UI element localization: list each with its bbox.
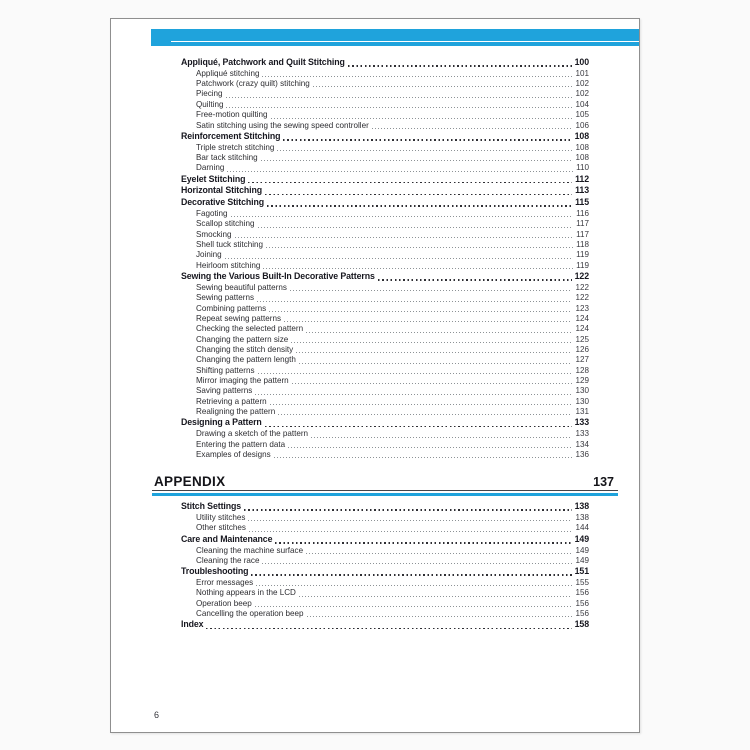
dot-leader [266,247,573,248]
toc-entry [181,304,589,314]
toc-entry-page: 125 [575,334,589,344]
toc-entry-page: 149 [575,545,589,555]
dot-leader [261,160,573,161]
toc-entry-label: Joining [196,250,222,260]
toc-entry-label: Care and Maintenance [181,533,273,544]
toc-entry-label: Cancelling the operation beep [196,609,304,619]
part-page-number: 137 [593,475,614,490]
toc-entry [181,513,589,523]
toc-entry-page: 133 [574,417,589,428]
toc-entry-label: Combining patterns [196,303,267,313]
toc-entry [181,209,589,219]
toc-entry-page: 131 [575,407,589,417]
toc-entry [181,250,589,260]
toc-entry [181,366,589,376]
manual-page [110,18,640,733]
dot-leader [255,606,573,607]
page-footer [154,710,159,720]
dot-leader [231,216,574,217]
toc-entry-page: 115 [575,197,589,208]
toc-entry-page: 106 [575,120,589,130]
dot-leader [256,585,572,586]
dot-leader [251,574,571,576]
toc-entry-page: 130 [575,396,589,406]
toc-entry-page: 158 [574,619,589,630]
toc-entry-label: Free-motion quilting [196,110,268,120]
part-title: APPENDIX [154,474,226,490]
toc-entry-label: Satin stitching using the sewing speed controller [196,120,369,130]
toc-entry-label: Utility stitches [196,513,246,523]
dot-leader [225,258,573,259]
toc-entry-page: 101 [575,68,589,78]
toc-entry-page: 112 [575,173,589,184]
part-rule-accent [152,493,618,496]
dot-leader [290,290,573,291]
toc-entry [181,89,589,99]
toc-entry-page: 108 [575,142,589,152]
toc-entry-label: Smocking [196,229,232,239]
toc-entry-page: 129 [575,376,589,386]
toc-entry-label: Shell tuck stitching [196,240,264,250]
toc-entry-label: Entering the pattern data [196,439,286,449]
toc-entry [181,556,589,566]
toc-entry-page: 116 [576,209,589,219]
dot-leader [299,596,573,597]
dot-leader [227,171,573,172]
toc-entry [181,131,589,143]
toc-entry-label: Cleaning the machine surface [196,545,304,555]
toc-entry [181,197,589,209]
dot-leader [291,342,572,343]
toc-entry-label: Operation beep [196,598,252,608]
toc-entry-page: 105 [575,110,589,120]
dot-leader [248,182,572,184]
dot-leader [257,301,572,302]
dot-leader [265,194,572,196]
header-accent-bar [151,29,639,46]
toc-entry-label: Designing a Pattern [181,417,262,428]
toc-entry-label: Realigning the pattern [196,407,276,417]
toc-entry [181,376,589,386]
toc-entry-page: 134 [575,439,589,449]
dot-leader [378,279,572,281]
toc-entry-page: 149 [575,555,589,565]
accent-bar-highlight-line [171,41,639,43]
toc-entry-label: Checking the selected pattern [196,324,304,334]
toc-entry [181,219,589,229]
dot-leader [284,321,572,322]
toc-entry [181,293,589,303]
dot-leader [296,352,572,353]
toc-entry-label: Nothing appears in the LCD [196,588,296,598]
toc-entry-label: Reinforcement Stitching [181,130,281,141]
dot-leader [306,553,572,554]
toc-entry [181,143,589,153]
dot-leader [263,268,573,269]
toc-entry-page: 122 [575,282,589,292]
dot-leader [269,311,572,312]
toc-entry-label: Piecing [196,89,223,99]
toc-entry [181,335,589,345]
toc-entry-label: Patchwork (crazy quilt) stitching [196,79,310,89]
toc-entry-label: Decorative Stitching [181,197,265,208]
toc-entry-page: 102 [575,79,589,89]
toc-entry [181,588,589,598]
toc-entry-label: Troubleshooting [181,566,249,577]
toc-entry-page: 144 [575,523,589,533]
dot-leader [277,150,572,151]
dot-leader [262,76,572,77]
dot-leader [288,447,572,448]
dot-leader [249,531,573,532]
toc-entry-label: Error messages [196,578,254,587]
toc-entry-page: 122 [575,293,589,303]
toc-entry [181,153,589,163]
toc-entry-page: 119 [576,260,589,270]
toc-part-heading [152,474,618,496]
toc-entry [181,100,589,110]
dot-leader [248,520,572,521]
toc-entry [181,429,589,439]
toc-entry-page: 130 [575,386,589,396]
toc-entry [181,534,589,546]
toc-entry-label: Changing the stitch density [196,345,294,354]
toc-entry-label: Appliqué stitching [196,68,260,78]
toc-entry [181,407,589,417]
dot-leader [311,437,572,438]
toc-entry [181,355,589,365]
dot-leader [258,227,574,228]
toc-entry-label: Other stitches [196,523,246,533]
toc-entry-page: 156 [575,588,589,598]
toc-entry [181,121,589,131]
toc-entry [181,578,589,588]
toc-list [111,57,639,631]
toc-entry-page: 123 [575,303,589,313]
toc-entry [181,110,589,120]
toc-entry-page: 124 [575,324,589,334]
toc-entry [181,324,589,334]
toc-entry [181,345,589,355]
toc-entry-label: Scallop stitching [196,219,255,229]
dot-leader [226,107,572,108]
toc-entry-label: Sewing patterns [196,293,255,303]
toc-entry-page: 110 [576,163,589,173]
toc-entry-label: Appliqué, Patchwork and Quilt Stitching [181,57,345,67]
dot-leader [307,616,573,617]
toc-entry [181,314,589,324]
dot-leader [274,457,573,458]
toc-entry [181,566,589,578]
toc-entry [181,417,589,429]
toc-entry-label: Cleaning the race [196,555,260,565]
toc-entry [181,523,589,533]
toc-entry [181,599,589,609]
toc-entry-label: Sewing beautiful patterns [196,282,287,292]
toc-entry-label: Changing the pattern size [196,334,289,344]
toc-entry-label: Retrieving a pattern [196,396,267,406]
dot-leader [235,237,574,238]
dot-leader [206,628,571,630]
toc-entry [181,440,589,450]
dot-leader [278,414,572,415]
toc-entry-page: 156 [575,598,589,608]
toc-entry-label: Horizontal Stitching [181,185,263,196]
toc-entry [181,283,589,293]
toc-entry-page: 104 [575,99,589,109]
toc-entry [181,57,589,69]
dot-leader [244,509,572,511]
toc-entry-page: 155 [575,578,589,587]
toc-entry-page: 136 [575,449,589,459]
dot-leader [372,128,573,129]
toc-entry-page: 124 [575,313,589,323]
toc-entry-page: 117 [576,229,589,239]
toc-entry-page: 100 [574,57,589,67]
dot-leader [258,373,573,374]
dot-leader [283,139,571,141]
toc-entry [181,546,589,556]
toc-entry-label: Bar tack stitching [196,153,258,162]
toc-entry-label: Saving patterns [196,386,253,396]
toc-entry [181,240,589,250]
dot-leader [275,542,571,544]
toc-entry [181,174,589,186]
dot-leader [299,363,573,364]
toc-entry-label: Shifting patterns [196,365,255,375]
toc-entry [181,261,589,271]
toc-entry [181,386,589,396]
toc-entry [181,397,589,407]
toc-entry-label: Examples of designs [196,449,271,459]
toc-entry-label: Sewing the Various Built-In Decorative Patterns [181,271,375,282]
dot-leader [226,97,573,98]
page-number: 6 [154,710,160,720]
toc-entry-page: 149 [574,533,589,544]
toc-entry [181,501,589,513]
toc-entry [181,69,589,79]
toc-entry-page: 102 [575,89,589,99]
toc-entry-label: Fagoting [196,209,228,219]
toc-entry [181,271,589,283]
dot-leader [255,394,572,395]
dot-leader [306,332,572,333]
toc-entry-label: Drawing a sketch of the pattern [196,429,309,439]
toc-entry-label: Mirror imaging the pattern [196,376,289,386]
toc-entry-page: 119 [576,250,589,260]
dot-leader [271,118,573,119]
toc-entry-label: Darning [196,163,225,173]
dot-leader [262,563,572,564]
toc-entry-page: 126 [575,345,589,354]
part-rule-dark [152,490,618,491]
dot-leader [348,65,572,67]
toc-entry-page: 128 [575,365,589,375]
dot-leader [265,426,572,428]
toc-entry [181,619,589,631]
dot-leader [292,383,573,384]
dot-leader [270,404,573,405]
toc-entry-label: Triple stretch stitching [196,142,275,152]
toc-entry-page: 118 [576,240,589,250]
toc-entry-page: 108 [574,130,589,141]
toc-entry-page: 138 [575,513,589,523]
dot-leader [313,86,573,87]
toc-entry-label: Changing the pattern length [196,355,296,365]
dot-leader [267,205,572,207]
toc-entry [181,450,589,460]
toc-entry [181,79,589,89]
toc-entry [181,230,589,240]
toc-entry-label: Stitch Settings [181,501,242,512]
toc-entry-page: 133 [575,429,589,439]
toc-entry-page: 156 [575,609,589,619]
toc-entry-label: Index [181,619,204,630]
toc-entry [181,163,589,173]
toc-entry [181,609,589,619]
toc-entry [181,185,589,197]
toc-entry-page: 151 [574,566,589,577]
toc-entry-label: Heirloom stitching [196,260,261,270]
toc-entry-page: 127 [575,355,589,365]
toc-entry-label: Eyelet Stitching [181,173,246,184]
toc-entry-label: Repeat sewing patterns [196,313,282,323]
toc-entry-page: 113 [575,185,589,196]
toc-entry-page: 138 [574,501,589,512]
toc-entry-page: 117 [576,219,589,229]
toc-entry-page: 108 [575,153,589,162]
toc-entry-page: 122 [574,271,589,282]
toc-entry-label: Quilting [196,99,224,109]
